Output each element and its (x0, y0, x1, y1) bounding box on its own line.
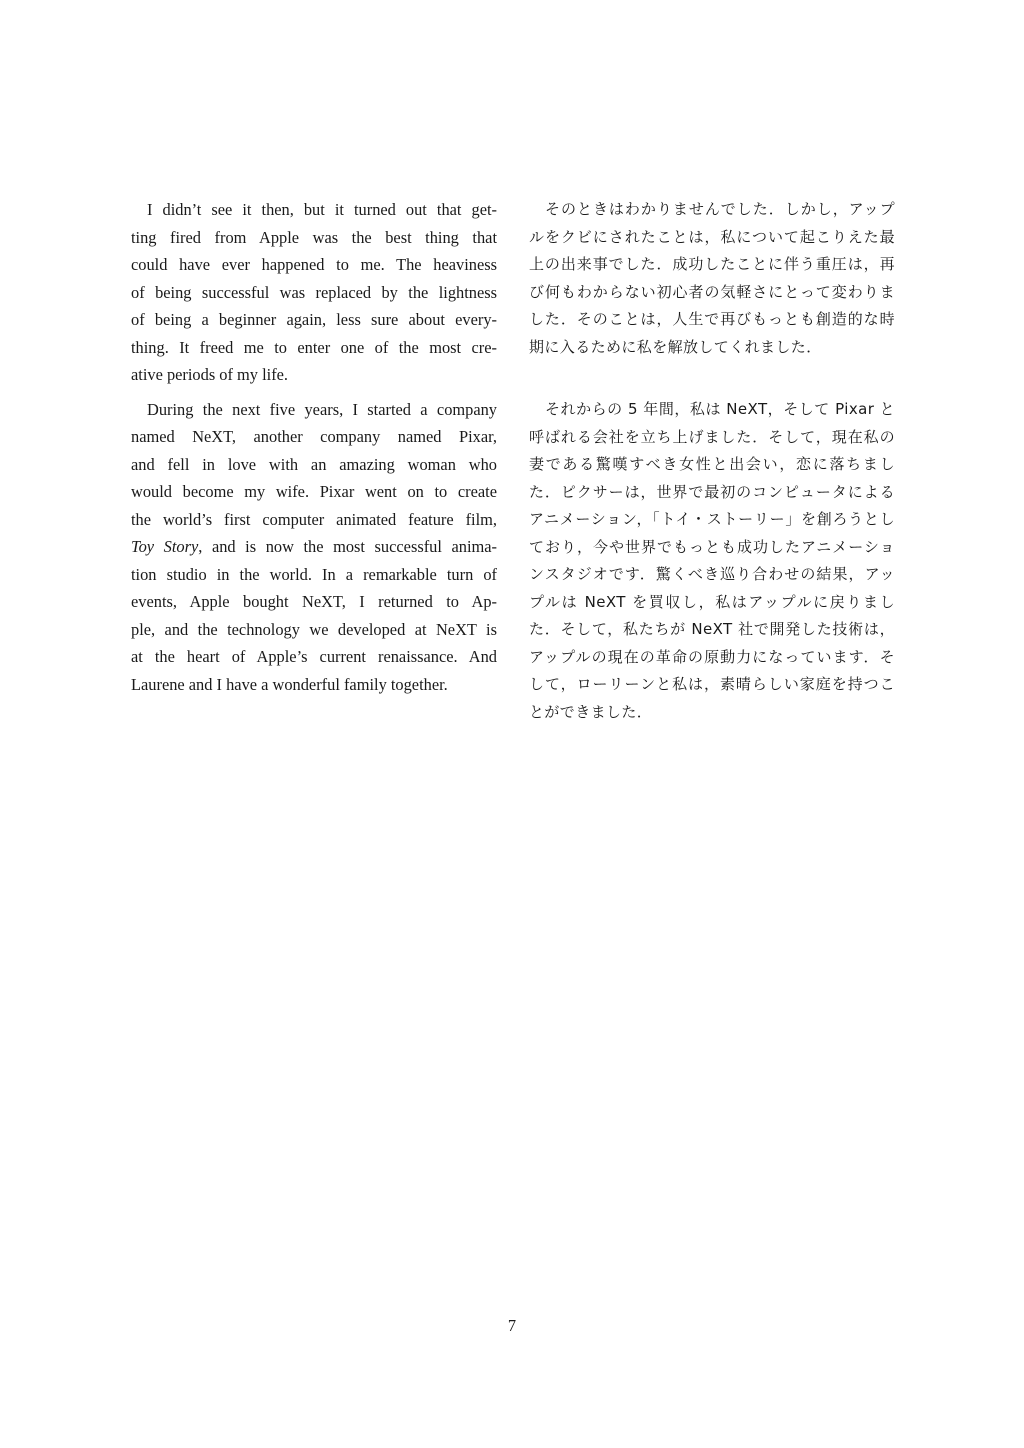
english-paragraph-1 (131, 196, 497, 389)
text-line: 呼ばれる会社を立ち上げました．そして，現在私の (529, 427, 895, 446)
text-line: events, Apple bought NeXT, I returned to Ap- (131, 592, 497, 611)
text-line: of being a beginner again, less sure about every- (131, 310, 497, 329)
text-line: would become my wife. Pixar went on to create (131, 482, 497, 501)
text-line: アニメーション，「トイ・ストーリー」を創ろうとし (529, 510, 895, 528)
text-line: ルをクビにされたことは，私について起こりえた最 (529, 227, 895, 246)
text-line: thing. It freed me to enter one of the most cre- (131, 337, 497, 357)
text-line: ており，今や世界でもっとも成功したアニメーショ (529, 537, 895, 556)
text-line: and fell in love with an amazing woman who (131, 454, 497, 474)
text-line: Laurene and I have a wonderful family together. (131, 674, 448, 694)
text-line: び何もわからない初心者の気軽さにとって変わりま (529, 282, 895, 301)
text-fragment: , and is now the most successful anima- (198, 537, 497, 556)
text-line: た．ピクサーは，世界で最初のコンピュータによる (529, 482, 895, 501)
text-line: the world’s first computer animated feature film, (131, 509, 497, 529)
film-title: Toy Story (131, 537, 199, 556)
text-line: I didn’t see it then, but it turned out that get- (147, 200, 497, 219)
page-number: 7 (507, 1316, 517, 1335)
text-line: それからの 5 年間，私は NeXT，そして Pixar と (545, 400, 895, 418)
text-line-with-title (131, 533, 497, 561)
text-line: named NeXT, another company named Pixar, (131, 427, 497, 446)
text-line: して，ローリーンと私は，素晴らしい家庭を持つこ (529, 675, 895, 693)
text-line: of being successful was replaced by the lightness (131, 282, 497, 302)
text-line: した．そのことは，人生で再びもっとも創造的な時 (529, 310, 895, 328)
text-line: could have ever happened to me. The heaviness (131, 255, 497, 274)
japanese-paragraph-2 (529, 396, 895, 726)
english-column (131, 196, 497, 698)
text-line: とができました． (529, 702, 653, 721)
text-line: ting fired from Apple was the best thing that (131, 227, 497, 247)
text-line: 上の出来事でした．成功したことに伴う重圧は，再 (529, 255, 895, 273)
text-line: アップルの現在の革命の原動力になっています．そ (529, 647, 895, 666)
text-line: 期に入るために私を解放してくれました． (529, 337, 822, 356)
japanese-column (529, 196, 895, 726)
english-paragraph-2 (131, 396, 497, 699)
text-line: ple, and the technology we developed at NeXT is (131, 619, 497, 639)
text-line: ンスタジオです．驚くべき巡り合わせの結果，アッ (529, 565, 895, 583)
text-line: ative periods of my life. (131, 365, 289, 384)
text-line: tion studio in the world. In a remarkable turn of (131, 564, 497, 584)
text-line: During the next five years, I started a company (147, 399, 497, 419)
text-line: at the heart of Apple’s current renaissance. And (131, 647, 497, 666)
text-line: プルは NeXT を買収し，私はアップルに戻りまし (529, 592, 895, 611)
text-line: そのときはわかりませんでした．しかし，アップ (545, 200, 895, 218)
text-line: 妻である驚嘆すべき女性と出会い，恋に落ちまし (529, 455, 895, 473)
text-line: た．そして，私たちが NeXT 社で開発した技術は， (529, 620, 895, 638)
japanese-paragraph-1 (529, 196, 895, 361)
